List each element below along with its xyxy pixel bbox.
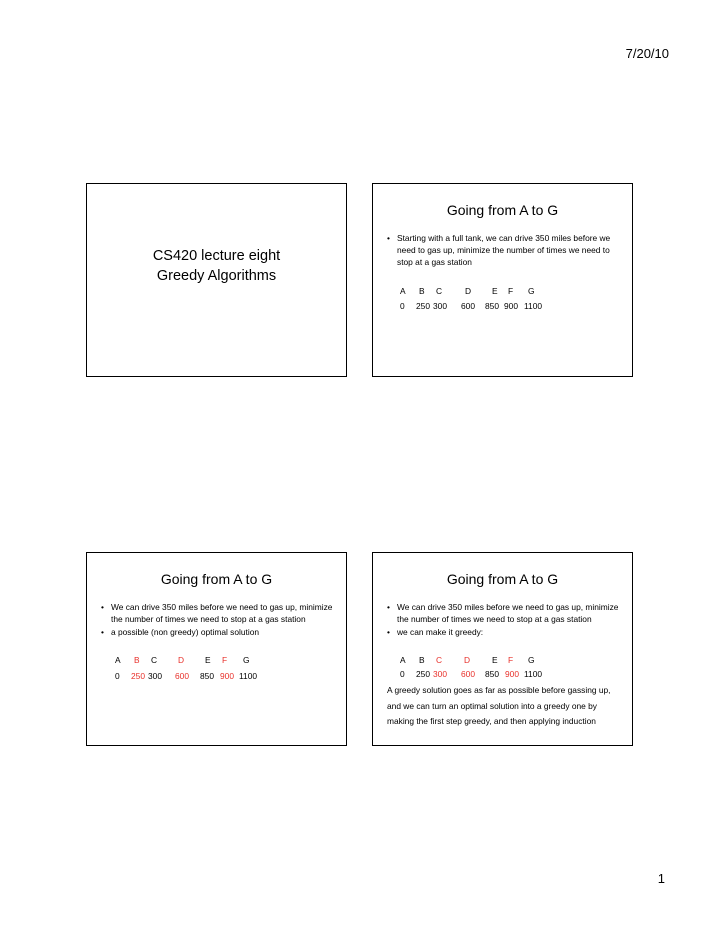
station-mile: 850 <box>485 669 499 679</box>
station-mile: 1100 <box>524 301 543 311</box>
station-letters-row <box>400 655 630 667</box>
station-letters-row <box>115 655 345 667</box>
slide-greedy-solution <box>372 552 633 746</box>
station-letter: B <box>419 655 425 665</box>
bullet-item: • we can make it greedy: <box>385 626 624 638</box>
station-mile: 0 <box>400 669 405 679</box>
bullet-item: • We can drive 350 miles before we need to gas up, minimize the number of times we need to stop at a gas station <box>99 601 338 625</box>
station-miles-row <box>115 671 345 683</box>
station-letter-highlighted: B <box>134 655 140 665</box>
station-mile-highlighted: 900 <box>220 671 234 681</box>
station-mile: 0 <box>115 671 120 681</box>
station-letter: A <box>115 655 121 665</box>
bullet-item: • We can drive 350 miles before we need to gas up, minimize the number of times we need to stop at a gas station <box>385 601 624 625</box>
bullet-list <box>385 232 624 269</box>
station-letter: F <box>508 286 514 296</box>
station-mile-highlighted: 300 <box>433 669 447 679</box>
station-letter-highlighted: D <box>178 655 185 665</box>
station-mile: 900 <box>504 301 518 311</box>
station-mile: 850 <box>200 671 214 681</box>
station-mile: 600 <box>461 301 475 311</box>
bullet-list <box>99 601 338 639</box>
station-mile: 1100 <box>239 671 258 681</box>
station-mile-highlighted: 250 <box>131 671 145 681</box>
station-mile: 300 <box>433 301 447 311</box>
slide-going-a-to-g-intro <box>372 183 633 377</box>
slide-non-greedy-solution <box>86 552 347 746</box>
station-mile: 0 <box>400 301 405 311</box>
station-letter: A <box>400 286 406 296</box>
slide-heading: Going from A to G <box>160 571 273 587</box>
station-letter: C <box>436 286 443 296</box>
greedy-explanation <box>387 683 628 730</box>
station-mile: 250 <box>416 669 430 679</box>
explanation-line: and we can turn an optimal solution into a greedy one by <box>387 700 597 711</box>
bullet-item: • Starting with a full tank, we can drive 350 miles before we need to gas up, minimize the number of times we need to stop at a gas station <box>385 232 624 268</box>
station-miles-row <box>400 669 630 681</box>
station-mile-highlighted: 900 <box>505 669 519 679</box>
station-letter-highlighted: F <box>508 655 514 665</box>
station-letter-highlighted: C <box>436 655 443 665</box>
station-mile: 300 <box>148 671 162 681</box>
station-mile: 1100 <box>524 669 543 679</box>
station-miles-row <box>400 301 630 313</box>
station-letter-highlighted: F <box>222 655 228 665</box>
station-letter: E <box>492 655 498 665</box>
station-letter: G <box>528 655 535 665</box>
bullet-list <box>385 601 624 639</box>
lecture-title: CS420 lecture eight <box>152 248 281 264</box>
station-letter: E <box>492 286 498 296</box>
page-number: 1 <box>657 871 665 886</box>
station-letter-highlighted: D <box>464 655 471 665</box>
station-letter: A <box>400 655 406 665</box>
station-letter: C <box>151 655 158 665</box>
station-mile-highlighted: 600 <box>175 671 189 681</box>
station-letters-row <box>400 286 630 298</box>
slide-heading: Going from A to G <box>446 571 559 587</box>
station-mile: 850 <box>485 301 499 311</box>
station-letter: B <box>419 286 425 296</box>
slide-title <box>86 183 347 377</box>
lecture-subtitle: Greedy Algorithms <box>156 268 277 284</box>
explanation-line: making the first step greedy, and then applying induction <box>387 716 596 726</box>
station-letter: E <box>205 655 211 665</box>
station-letter: G <box>243 655 250 665</box>
station-letter: D <box>465 286 472 296</box>
station-mile-highlighted: 600 <box>461 669 475 679</box>
slide-heading: Going from A to G <box>446 202 559 218</box>
station-mile: 250 <box>416 301 430 311</box>
slide-title-block <box>87 246 346 286</box>
bullet-item: • a possible (non greedy) optimal solution <box>99 626 338 638</box>
explanation-line: A greedy solution goes as far as possible before gassing up, <box>387 685 611 695</box>
page-date: 7/20/10 <box>625 46 669 61</box>
station-letter: G <box>528 286 535 296</box>
